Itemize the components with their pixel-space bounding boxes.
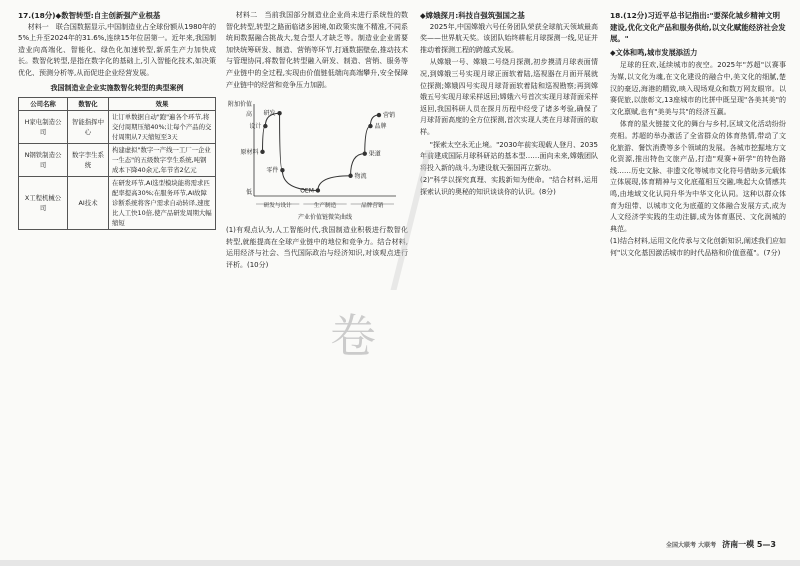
space-question: (2)"科学以探究真理、实践新知为使命。"结合材料,运用探索认识的奥秘的知识谈谈你的认识。(8分) xyxy=(420,176,598,196)
q18-paragraph-1: 足球的狂欢,延续城市的夜空。2025年"苏超"以赛事为媒,以文化为魂,在文化建设的融合中,美文化的细腻,楚汉的豪迈,海港的精致,映入现场观众和数万网友眼帘。以赛促旅,以旅彰文,13座城市的比拼中既呈现"各美其美"的文化禀赋,也有"美美与共"的经济互赢。 xyxy=(610,61,786,116)
curve-point-label: OEM xyxy=(300,187,314,195)
table-header: 数智化 xyxy=(68,98,109,111)
x-segment-label: 生产制造 xyxy=(313,203,337,210)
x-segment-label: 品牌营销 xyxy=(361,203,384,210)
watermark-stamp: 卷 xyxy=(330,309,376,363)
space-paragraph-1: 2025年,中国嫦娥六号任务团队荣获全球航天领域最高奖——世界航天奖。该团队始终耕耘月球探测一线,见证并推动着探测工程的跨越式发展。 xyxy=(420,22,598,54)
table-header: 公司名称 xyxy=(19,98,68,111)
smile-curve-chart xyxy=(226,94,408,222)
table-cell: 数字孪生系统 xyxy=(68,144,109,177)
bottom-bar xyxy=(0,560,800,566)
curve-point xyxy=(348,174,352,178)
table-row xyxy=(19,144,216,177)
q18-paragraph-2: 体育的星火链接文化的舞台与乡村,区域文化活动纷纷亮相。苏超的举办激活了全省群众的体育热情,带动了文化旅游、餐饮消费等多个领域的发展。各城市挖掘地方文化资源,推出特色文旅产品,打造"观赛+研学"的特色路线……历史文脉、非遗文化等城市文化符号借助多元载体立体展现,体育精神与文化底蕴相互交融,唤起大众情感共鸣,由地域文化认同升华为中华文化认同。这种以群众体育为纽带、以城市文化为底蕴的文体融合发展方式,成为人文经济学实践的生动注脚,成为体育惠民、文化润城的典范。 xyxy=(610,120,786,233)
table-cell: 让订单数据自动"跑"遍各个环节,将交付周期压缩40%;让每个产品的交付周期从7天缩短至3天 xyxy=(109,111,216,144)
q17-material-1: 材料一 联合国数据显示,中国制造业占全球份额从1980年的5%上升至2024年的31.6%,连续15年位居第一。近年来,我国制造业向高端化、智能化、绿色化加速转型,新质生产力加快成长。数智化转型,是指在数字化的基础上,引入智能化技术,如决策优化、预测分析等,从而促进企业经营发展。 xyxy=(18,22,216,77)
curve-point-label: 零件 xyxy=(266,167,279,175)
watermark-stroke xyxy=(391,150,522,290)
y-high-label: 高 xyxy=(246,111,253,119)
footer xyxy=(666,539,776,550)
table-cell: N钢铁制造公司 xyxy=(19,144,68,177)
q17-case-table xyxy=(18,97,216,230)
q17-heading: 17.(18分)◆数智转型:自主创新强产业根基 xyxy=(18,11,161,20)
curve-point-label: 物流 xyxy=(354,172,367,180)
q18-subheading: ◆文体和鸣,城市发展添活力 xyxy=(610,47,698,57)
column-material-2 xyxy=(226,10,408,273)
curve-point xyxy=(263,124,267,128)
table-cell: 在研发环节,AI选型模块能将需求匹配率提高30%;在服务环节,AI故障诊断系统将客户需求自动转译,速度比人工快10倍,使产品研发周期大幅缩短 xyxy=(109,177,216,230)
space-paragraph-2: 从嫦娥一号、嫦娥二号绕月探测,初步摸清月球表面情况,到嫦娥三号实现月球正面软着陆,巡视器在月面开展就位探测;嫦娥四号实现月球背面软着陆和巡视勘察;再到嫦娥五号实现月球采样返回;嫦娥六号首次实现月球背面采样返回,我国科研人员在探月历程中经受了诸多考验,确保了月球背面高度的全方位探测,首次实现人类在月球背面的取样。 xyxy=(420,58,598,136)
table-cell: X工程机械公司 xyxy=(19,177,68,230)
y-axis-label: 附加价值 xyxy=(228,101,253,109)
table-header-row xyxy=(19,98,216,111)
table-row xyxy=(19,111,216,144)
curve-point xyxy=(377,113,381,117)
page-number: 济南一模 5—3 xyxy=(722,540,776,549)
table-cell: AI技术 xyxy=(68,177,109,230)
space-paragraph-3: "探索太空永无止境。"2030年前实现载人登月、2035年前建成国际月球科研站的基本型……面向未来,嫦娥团队将投入新的战斗,为建设航天强国再立新功。 xyxy=(420,140,598,172)
column-q18 xyxy=(610,10,786,260)
table-header: 效果 xyxy=(109,98,216,111)
footer-brand: 全国大联考 大联考 xyxy=(665,542,717,549)
q17-table-title: 我国制造业企业实施数智化转型的典型案例 xyxy=(50,83,184,92)
q18-heading: 18.(12分)习近平总书记指出:"要深化城乡精神文明建设,优化文化产品和服务供给,以文化赋能经济社会发展。" xyxy=(610,11,786,44)
table-cell: 构建虚拟"数字一产线一工厂一企业一生态"的五级数字孪生系统,吨钢成本下降40余元,年节省2亿元 xyxy=(109,144,216,177)
curve-point xyxy=(260,150,264,154)
curve-point xyxy=(363,152,367,156)
q18-question: (1)结合材料,运用文化传承与文化创新知识,阐述我们应如何"以文化基因激活城市的时代品格和价值意蕴"。(7分) xyxy=(610,237,786,257)
table-cell: 智能指挥中心 xyxy=(68,111,109,144)
y-low-label: 低 xyxy=(246,189,253,197)
curve-point-label: 研发 xyxy=(263,110,276,118)
material-2-question: (1)有观点认为,人工智能时代,我国制造业积极进行数智化转型,就能提高在全球产业链中的地位和竞争力。结合材料,运用经济与社会、当代国际政治与经济知识,对该观点进行评析。(10分) xyxy=(226,226,408,269)
smile-curve-svg xyxy=(226,94,408,222)
curve-point-label: 原材料 xyxy=(240,148,259,156)
curve-point xyxy=(277,111,281,115)
chart-title: 产业价值链微笑曲线 xyxy=(297,214,353,222)
material-2-intro: 材料二 当前我国部分制造业企业尚未进行系统性的数智化转型,转型之路面临诸多困境,如政策实施不精准,不同系统间数据融合挑战大,复合型人才缺乏等。制造业企业需要加快统筹研发、制造、营销等环节,打通数据壁垒,推动技术与管理协同,将数智化转型融入研发、制造、营销、服务等产业链中的全过程,实现由价值链低端向高端攀升,安全保障产业链中的经营和竞争压力加剧。 xyxy=(226,11,408,89)
curve-point-label: 渠道 xyxy=(368,150,381,158)
curve-point-label: 品牌 xyxy=(374,123,387,131)
x-segment-label: 研发与设计 xyxy=(263,203,292,210)
table-row xyxy=(19,177,216,230)
space-heading: ◆嫦娥探月:科技自强筑强国之基 xyxy=(420,11,525,20)
curve-point-label: 营销 xyxy=(382,112,395,120)
curve-point xyxy=(316,188,320,192)
curve-point-label: 设计 xyxy=(249,123,262,131)
curve-point xyxy=(368,124,372,128)
column-q17 xyxy=(18,10,216,230)
table-cell: H家电制造公司 xyxy=(19,111,68,144)
curve-point xyxy=(280,168,284,172)
